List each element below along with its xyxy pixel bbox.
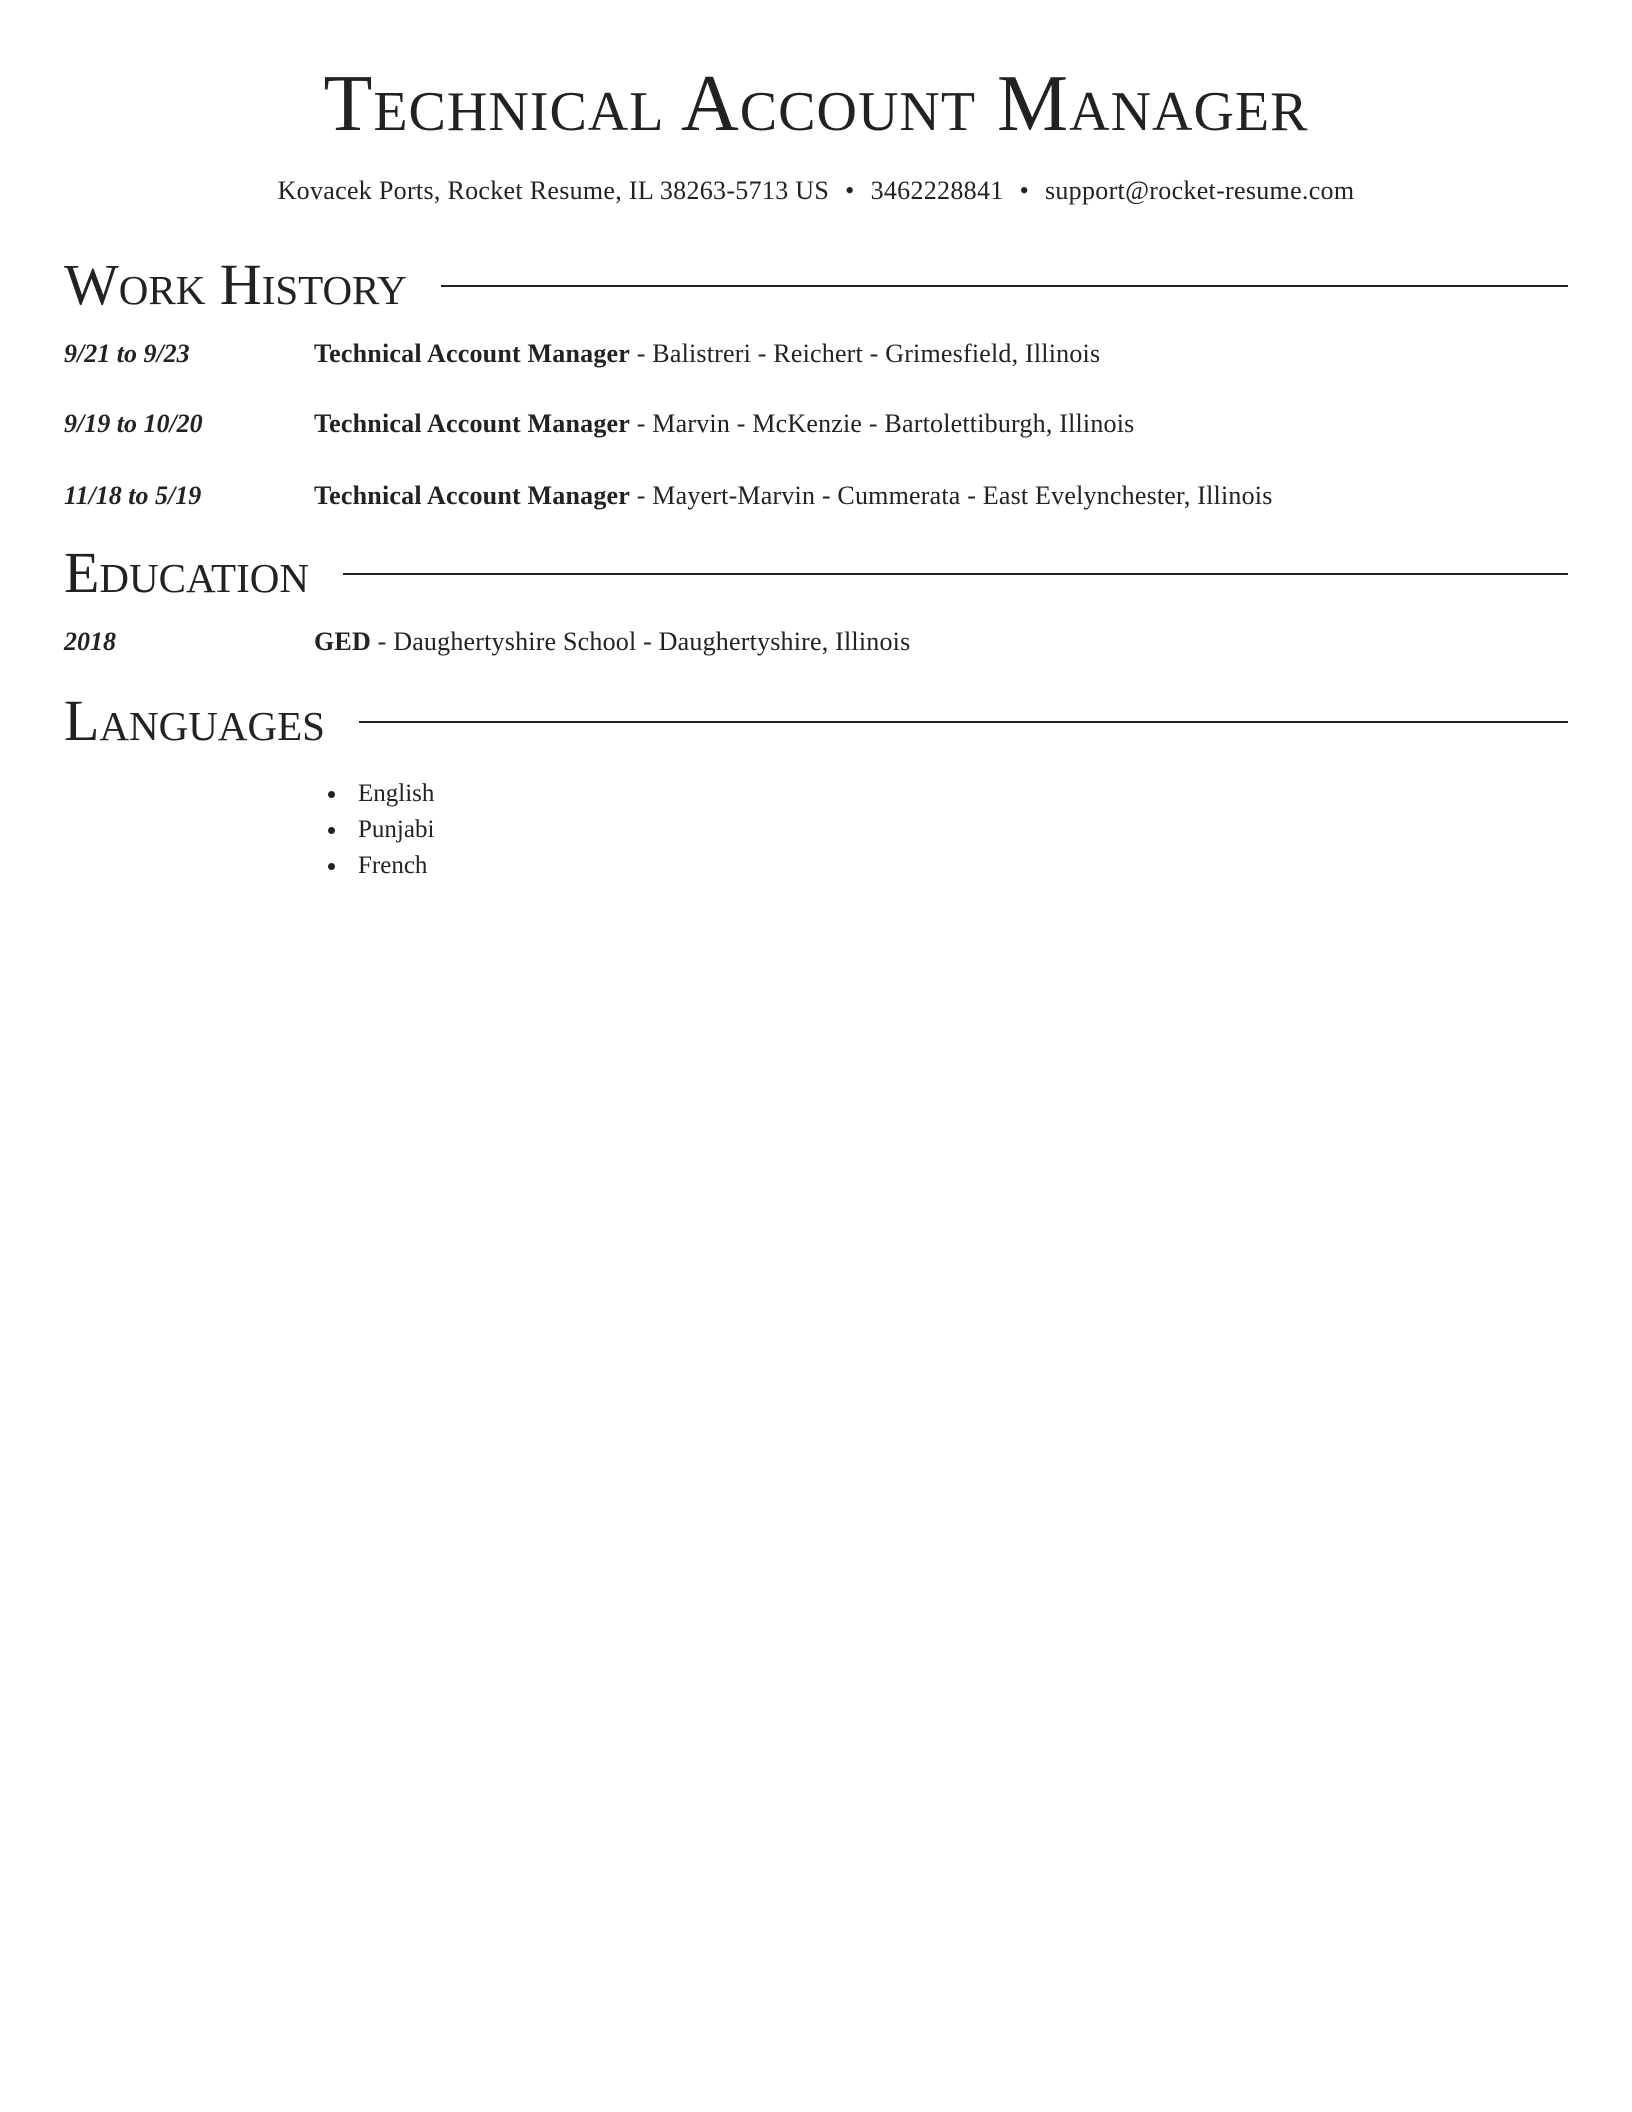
languages-heading: Languages [64, 688, 325, 753]
work-entry-role: Technical Account Manager [314, 409, 631, 438]
education-entry-year: 2018 [64, 627, 116, 656]
section-divider [343, 573, 1568, 575]
contact-separator: • [845, 176, 855, 205]
languages-section-header [64, 686, 1568, 756]
bullet-icon [328, 827, 335, 834]
work-entry [64, 478, 1568, 514]
education-heading: Education [64, 540, 309, 605]
contact-separator: • [1019, 176, 1029, 205]
work-entry-dates: 9/21 to 9/23 [64, 339, 190, 368]
contact-address: Kovacek Ports, Rocket Resume, IL 38263-5713 US [277, 176, 830, 205]
education-entry-detail [314, 624, 910, 660]
work-history-section-header [64, 250, 1568, 320]
section-divider [441, 285, 1568, 287]
contact-phone: 3462228841 [870, 176, 1004, 205]
work-entry-employer: - Mayert-Marvin - Cummerata - East Evelynchester, Illinois [636, 481, 1273, 510]
work-entry-dates: 9/19 to 10/20 [64, 409, 203, 438]
work-entry [64, 406, 1568, 442]
list-item [314, 848, 434, 884]
work-entry-employer: - Marvin - McKenzie - Bartolettiburgh, Illinois [636, 409, 1135, 438]
work-entry-role: Technical Account Manager [314, 481, 631, 510]
education-entry [64, 624, 1568, 660]
work-entry [64, 336, 1568, 372]
work-entry-employer: - Balistreri - Reichert - Grimesfield, Illinois [636, 339, 1101, 368]
list-item [314, 776, 434, 812]
language-name: English [358, 780, 435, 807]
work-history-heading: Work History [64, 252, 407, 317]
language-name: French [358, 852, 428, 879]
resume-title: Technical Account Manager [323, 60, 1309, 148]
bullet-icon [328, 863, 335, 870]
education-entry-degree: GED [314, 627, 371, 656]
bullet-icon [328, 791, 335, 798]
section-divider [359, 721, 1568, 723]
education-entry-school: - Daughertyshire School - Daughertyshire, Illinois [377, 627, 911, 656]
work-entry-detail [314, 478, 1273, 514]
work-entry-role: Technical Account Manager [314, 339, 631, 368]
work-entry-detail [314, 336, 1100, 372]
contact-email: support@rocket-resume.com [1044, 176, 1355, 205]
work-entry-dates: 11/18 to 5/19 [64, 481, 202, 510]
education-section-header [64, 538, 1568, 608]
contact-line [0, 174, 1632, 208]
languages-list [314, 776, 434, 884]
language-name: Punjabi [358, 816, 435, 843]
list-item [314, 812, 434, 848]
work-entry-detail [314, 406, 1135, 442]
